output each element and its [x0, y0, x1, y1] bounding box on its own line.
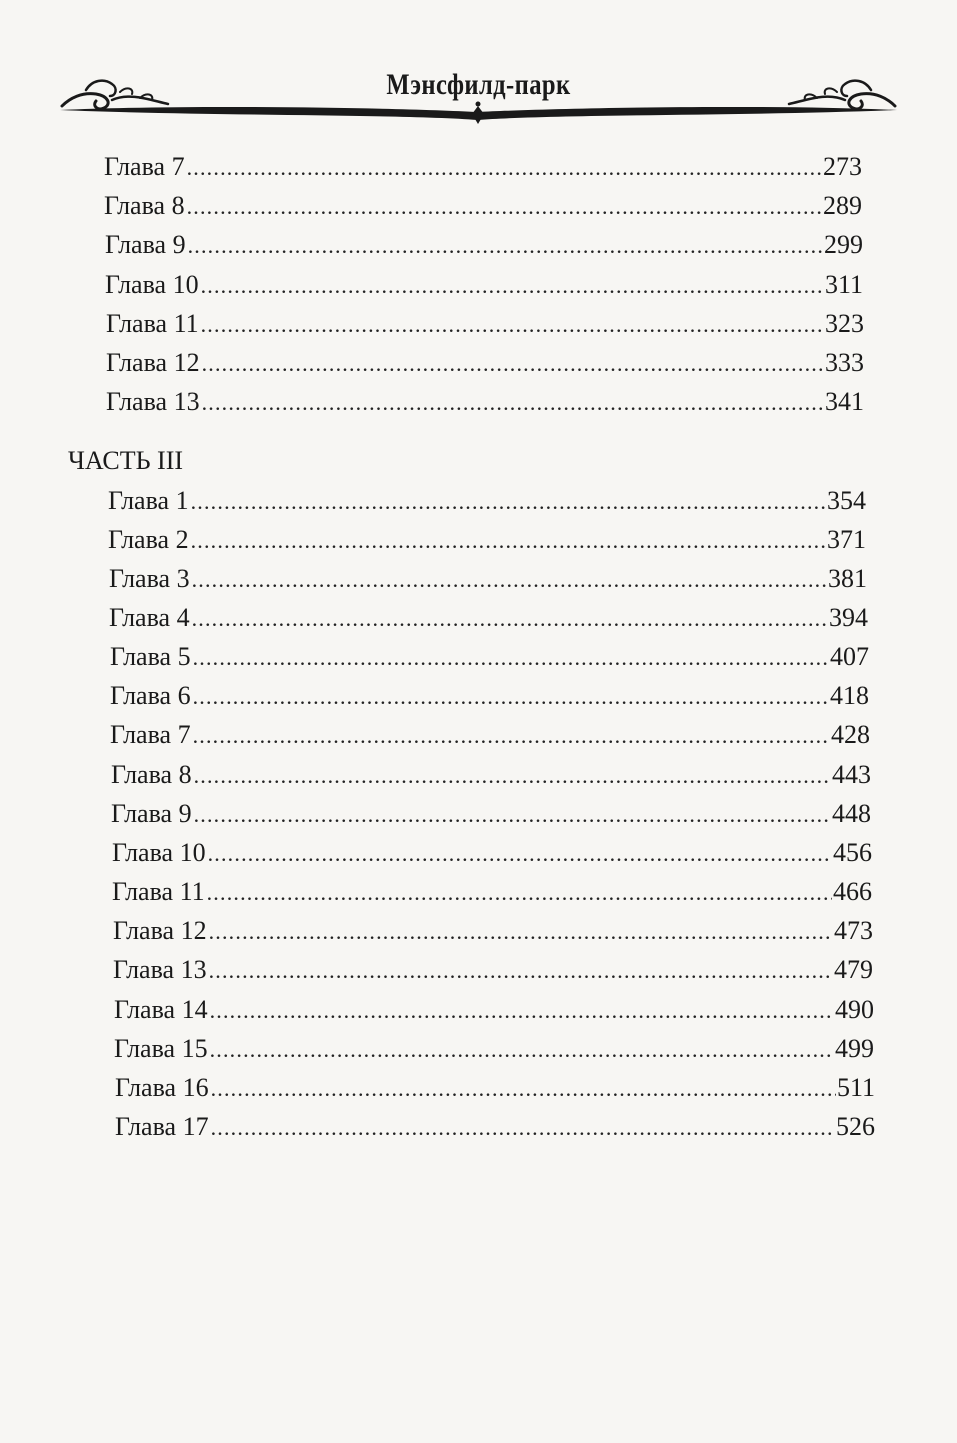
toc-entry-page: 299	[824, 230, 863, 259]
toc-entry-label: Глава 4	[109, 603, 190, 632]
dot-leader	[201, 273, 824, 299]
toc-entry	[109, 564, 867, 598]
toc-entry-label: Глава 6	[110, 681, 191, 710]
toc-entry-label: Глава 9	[105, 230, 186, 259]
dot-leader	[208, 841, 832, 867]
dot-leader	[201, 312, 824, 338]
toc-entry	[111, 799, 871, 833]
dot-leader	[192, 567, 827, 593]
toc-entry-page: 311	[824, 270, 863, 299]
toc-entry	[110, 720, 870, 754]
toc-entry-page: 354	[827, 486, 866, 515]
toc-entry-label: Глава 7	[110, 720, 191, 749]
toc-entry-label: Глава 5	[110, 642, 191, 671]
toc-entry	[110, 681, 869, 715]
dot-leader	[191, 528, 826, 554]
dot-leader	[193, 645, 829, 671]
toc-entry-label: Глава 8	[104, 191, 185, 220]
dot-leader	[209, 919, 833, 945]
toc-entry-page: 490	[835, 995, 874, 1024]
dot-leader	[209, 958, 833, 984]
toc-entry-label: Глава 2	[108, 525, 189, 554]
dot-leader	[207, 880, 832, 906]
toc-entry-page: 499	[835, 1034, 874, 1063]
dot-leader	[194, 763, 831, 789]
running-title: Мэнсфилд-парк	[386, 68, 571, 101]
toc-entry	[108, 486, 866, 520]
toc-entry	[105, 230, 863, 264]
toc-entry-page: 466	[833, 877, 872, 906]
toc-entry-page: 526	[836, 1112, 875, 1141]
toc-entry-label: Глава 13	[113, 955, 207, 984]
page-header	[0, 0, 957, 140]
toc-entry-label: Глава 15	[114, 1034, 208, 1063]
toc-entry-page: 341	[825, 387, 864, 416]
dot-leader	[210, 998, 834, 1024]
toc-entry	[114, 1034, 874, 1068]
toc-entry	[112, 877, 872, 911]
toc-entry	[112, 838, 872, 872]
toc-entry	[114, 995, 874, 1029]
toc-entry-label: Глава 17	[115, 1112, 209, 1141]
dot-leader	[191, 489, 826, 515]
toc-entry-page: 323	[825, 309, 864, 338]
toc-entry-label: Глава 10	[112, 838, 206, 867]
toc-entry-page: 333	[825, 348, 864, 377]
toc-entry	[104, 152, 862, 186]
toc-entry-page: 371	[827, 525, 866, 554]
toc-entry-label: Глава 7	[104, 152, 185, 181]
dot-leader	[187, 194, 822, 220]
toc-entry-page: 289	[823, 191, 862, 220]
toc-entry-label: Глава 11	[112, 877, 205, 906]
toc-entry-label: Глава 8	[111, 760, 192, 789]
dot-leader	[202, 390, 824, 416]
toc-entry	[113, 955, 873, 989]
toc-entry-page: 443	[832, 760, 871, 789]
dot-leader	[188, 233, 823, 259]
toc-entry	[115, 1112, 875, 1146]
dot-leader	[202, 351, 824, 377]
toc-entry-page: 473	[834, 916, 873, 945]
toc-entry-page: 428	[831, 720, 870, 749]
toc-entry	[106, 387, 864, 421]
toc-entry-label: Глава 13	[106, 387, 200, 416]
dot-leader	[211, 1115, 835, 1141]
toc-entry-label: Глава 9	[111, 799, 192, 828]
toc-entry-label: Глава 11	[106, 309, 199, 338]
toc-entry-label: Глава 16	[115, 1073, 209, 1102]
toc-entry-page: 511	[836, 1073, 875, 1102]
toc-entry	[104, 191, 862, 225]
toc-entry	[111, 760, 871, 794]
dot-leader	[187, 155, 822, 181]
toc-entry	[113, 916, 873, 950]
toc-entry-label: Глава 3	[109, 564, 190, 593]
toc-entry	[105, 270, 863, 304]
toc-entry	[110, 642, 869, 676]
part-heading: ЧАСТЬ III	[68, 446, 184, 475]
toc-entry-page: 273	[823, 152, 862, 181]
toc-entry-label: Глава 12	[106, 348, 200, 377]
toc-entry	[109, 603, 868, 637]
toc-entry	[106, 348, 864, 382]
toc-entry-page: 407	[830, 642, 869, 671]
toc-entry-page: 448	[832, 799, 871, 828]
toc-entry-page: 456	[833, 838, 872, 867]
dot-leader	[211, 1076, 836, 1102]
dot-leader	[210, 1037, 834, 1063]
toc-entry-page: 479	[834, 955, 873, 984]
toc-entry	[106, 309, 864, 343]
toc-entry-label: Глава 12	[113, 916, 207, 945]
toc-entry-page: 381	[828, 564, 867, 593]
toc-entry-page: 418	[830, 681, 869, 710]
dot-leader	[194, 802, 831, 828]
toc-entry-label: Глава 14	[114, 995, 208, 1024]
toc-entry-page: 394	[829, 603, 868, 632]
dot-leader	[192, 606, 828, 632]
toc-entry	[115, 1073, 875, 1107]
dot-leader	[193, 723, 830, 749]
toc-entry-label: Глава 10	[105, 270, 199, 299]
toc-entry-label: Глава 1	[108, 486, 189, 515]
toc-entry	[108, 525, 866, 559]
dot-leader	[193, 684, 829, 710]
